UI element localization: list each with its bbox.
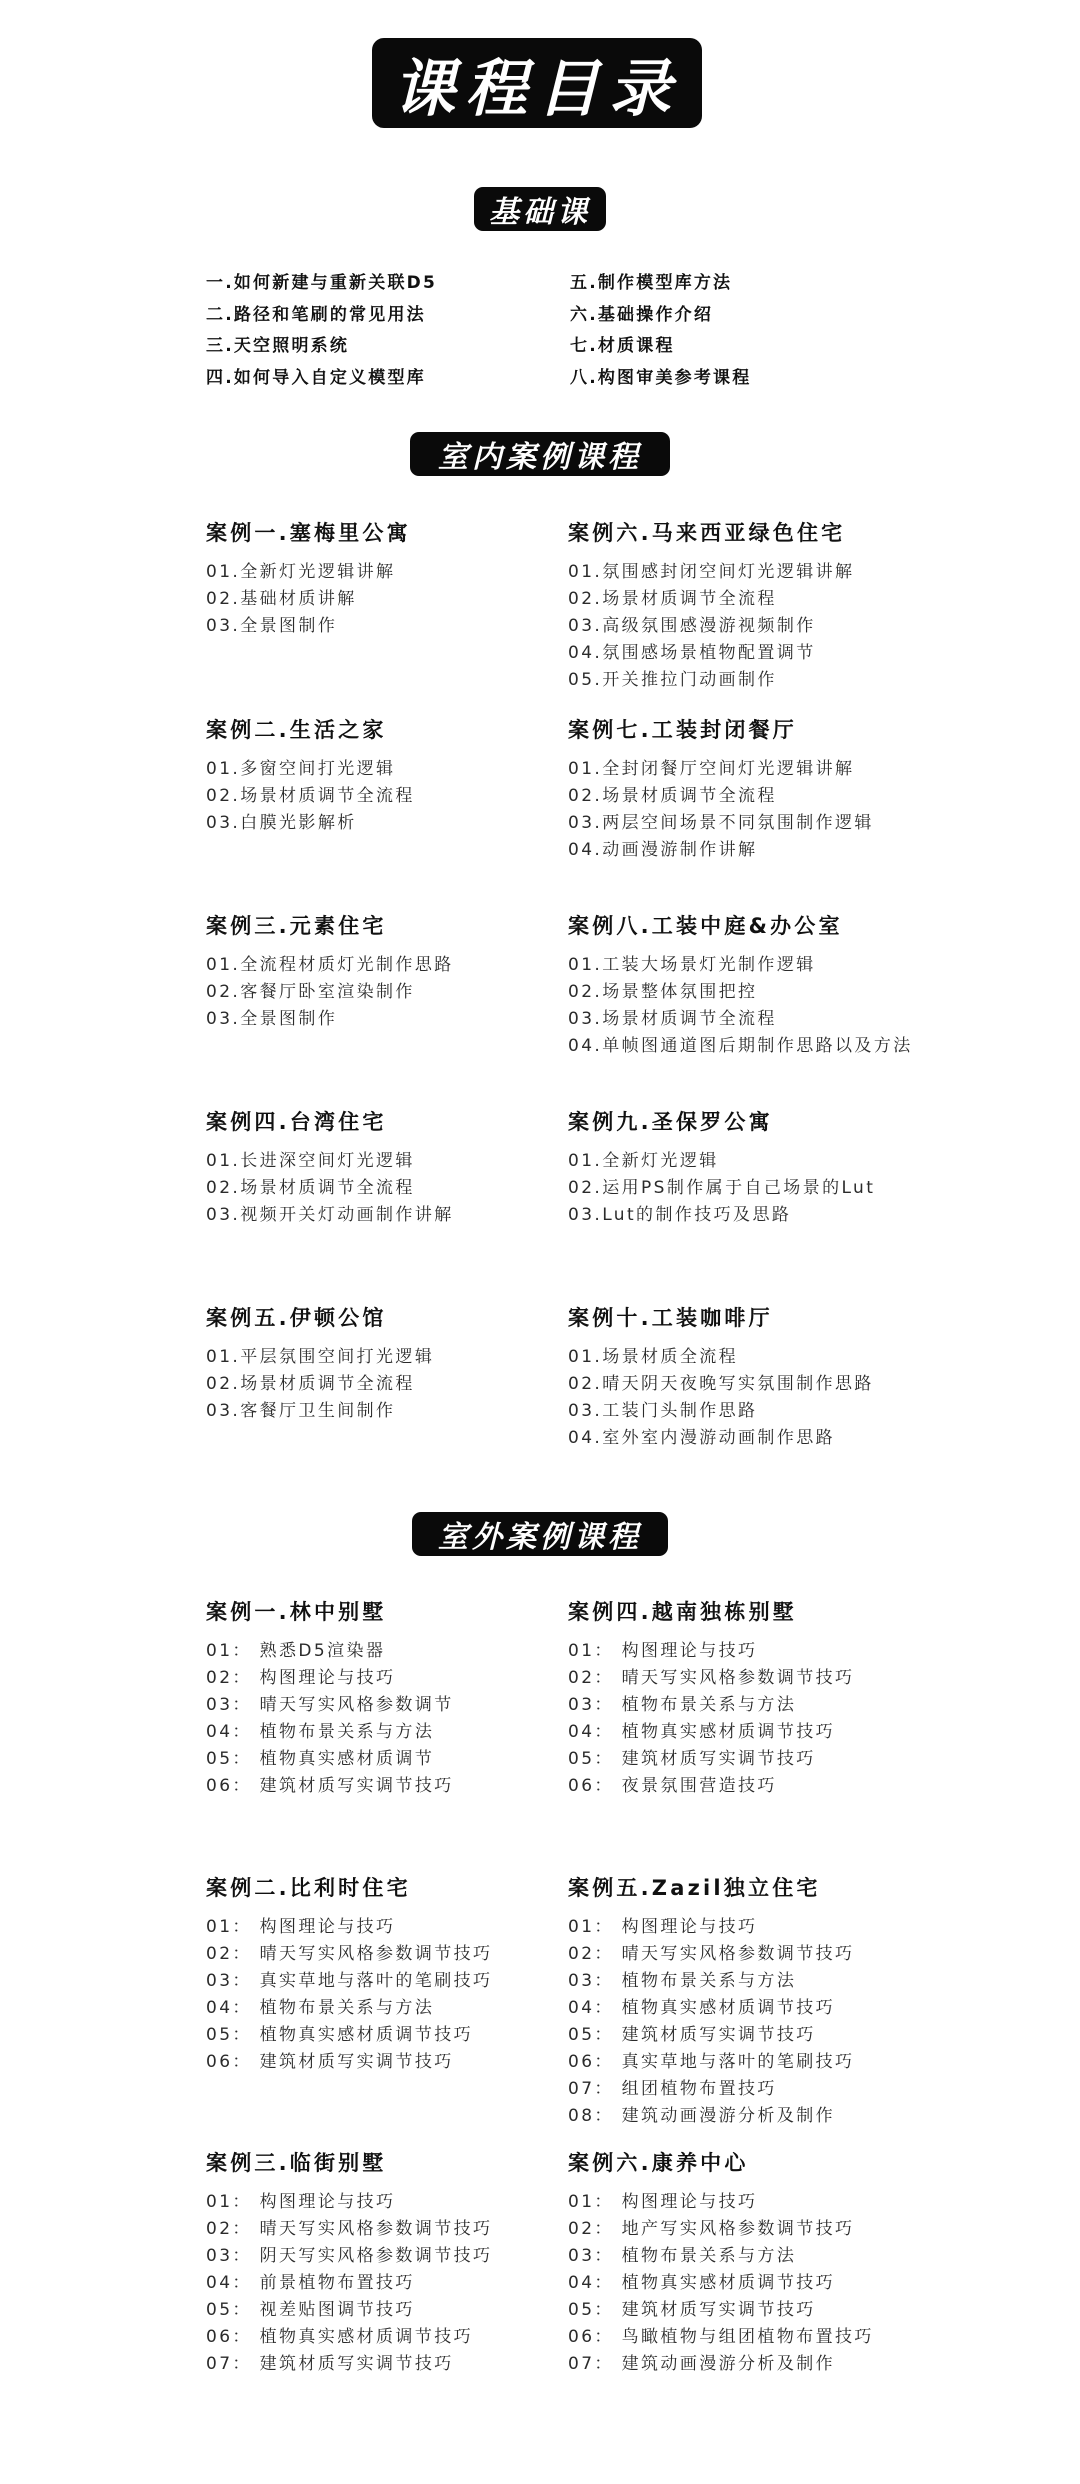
case-item-list	[568, 952, 913, 1060]
case-item-list	[206, 756, 546, 837]
case-heading: 案例八.工装中庭&办公室	[568, 914, 843, 938]
case-item-list	[206, 1638, 546, 1800]
case-item: 03.场景材质调节全流程	[568, 1009, 777, 1029]
basic-course-item: 八.构图审美参考课程	[570, 368, 752, 388]
basic-course-item: 七.材质课程	[570, 336, 675, 356]
case-item: 03： 植物布景关系与方法	[568, 1695, 797, 1715]
case-item: 07： 组团植物布置技巧	[568, 2079, 777, 2099]
case-item: 01.长进深空间灯光逻辑	[206, 1151, 415, 1171]
case-item-list	[206, 2189, 546, 2378]
case-item: 02： 晴天写实风格参数调节技巧	[206, 1944, 493, 1964]
basic-course-item: 四.如何导入自定义模型库	[206, 368, 426, 388]
section-title-exterior: 室外案例课程	[412, 1512, 668, 1556]
case-heading: 案例六.康养中心	[568, 2151, 749, 2175]
case-item: 06： 真实草地与落叶的笔刷技巧	[568, 2052, 855, 2072]
section-title-interior: 室内案例课程	[410, 432, 670, 476]
case-item: 06： 鸟瞰植物与组团植物布置技巧	[568, 2327, 874, 2347]
case-item: 06： 建筑材质写实调节技巧	[206, 1776, 454, 1796]
exterior-case-3	[206, 1874, 546, 2076]
case-item: 04.单帧图通道图后期制作思路以及方法	[568, 1036, 913, 1056]
case-heading: 案例六.马来西亚绿色住宅	[568, 521, 846, 545]
case-item: 04.室外室内漫游动画制作思路	[568, 1428, 836, 1448]
case-item: 03： 植物布景关系与方法	[568, 2246, 797, 2266]
interior-case-5	[206, 912, 546, 1033]
case-item: 01.平层氛围空间打光逻辑	[206, 1347, 435, 1367]
case-item: 02.场景材质调节全流程	[206, 1178, 415, 1198]
case-item: 02.基础材质讲解	[206, 589, 357, 609]
case-item: 02.晴天阴天夜晚写实氛围制作思路	[568, 1374, 874, 1394]
case-item: 03.客餐厅卫生间制作	[206, 1401, 396, 1421]
case-item: 07： 建筑动画漫游分析及制作	[568, 2354, 836, 2374]
case-item: 02.场景材质调节全流程	[568, 786, 777, 806]
exterior-case-4	[568, 1874, 908, 2130]
exterior-case-5	[206, 2149, 546, 2378]
case-item: 03.全景图制作	[206, 1009, 338, 1029]
case-item: 04： 植物布景关系与方法	[206, 1998, 435, 2018]
case-item-list	[206, 1148, 546, 1229]
case-item: 01.场景材质全流程	[568, 1347, 739, 1367]
case-item: 02.运用PS制作属于自己场景的Lut	[568, 1178, 876, 1198]
case-item: 01： 构图理论与技巧	[206, 2192, 396, 2212]
exterior-case-1	[206, 1598, 546, 1800]
case-item: 05.开关推拉门动画制作	[568, 670, 777, 690]
case-item: 03.高级氛围感漫游视频制作	[568, 616, 816, 636]
case-item: 05： 植物真实感材质调节	[206, 1749, 435, 1769]
section-title-basic: 基础课	[474, 187, 606, 231]
case-item: 05： 视差贴图调节技巧	[206, 2300, 415, 2320]
case-item: 03.白膜光影解析	[206, 813, 357, 833]
case-item: 03： 阴天写实风格参数调节技巧	[206, 2246, 493, 2266]
case-item-list	[206, 559, 546, 640]
case-item: 04： 植物真实感材质调节技巧	[568, 1722, 836, 1742]
case-item: 03.工装门头制作思路	[568, 1401, 758, 1421]
case-item: 03.两层空间场景不同氛围制作逻辑	[568, 813, 874, 833]
case-item: 02.客餐厅卧室渲染制作	[206, 982, 415, 1002]
case-item: 02： 晴天写实风格参数调节技巧	[568, 1668, 855, 1688]
case-item: 03.全景图制作	[206, 616, 338, 636]
case-item-list	[206, 1914, 546, 2076]
exterior-case-6	[568, 2149, 908, 2378]
basic-course-item: 六.基础操作介绍	[570, 305, 714, 325]
interior-case-9	[206, 1304, 546, 1425]
case-heading: 案例二.比利时住宅	[206, 1876, 411, 1900]
case-item: 06： 植物真实感材质调节技巧	[206, 2327, 474, 2347]
interior-case-1	[206, 519, 546, 640]
case-item: 01.全新灯光逻辑	[568, 1151, 719, 1171]
case-item-list	[568, 559, 908, 694]
basic-course-item: 五.制作模型库方法	[570, 273, 733, 293]
case-heading: 案例三.临街别墅	[206, 2151, 387, 2175]
case-item: 04： 植物真实感材质调节技巧	[568, 1998, 836, 2018]
case-item: 05： 建筑材质写实调节技巧	[568, 2300, 816, 2320]
case-item: 01.全新灯光逻辑讲解	[206, 562, 396, 582]
case-item: 01： 熟悉D5渲染器	[206, 1641, 386, 1661]
basic-course-item: 三.天空照明系统	[206, 336, 350, 356]
case-item: 04： 植物布景关系与方法	[206, 1722, 435, 1742]
case-item: 04： 前景植物布置技巧	[206, 2273, 415, 2293]
case-item: 01： 构图理论与技巧	[206, 1917, 396, 1937]
case-item: 05： 植物真实感材质调节技巧	[206, 2025, 474, 2045]
interior-case-7	[206, 1108, 546, 1229]
case-item: 02.场景整体氛围把控	[568, 982, 758, 1002]
case-item-list	[568, 756, 908, 864]
case-item: 01.全封闭餐厅空间灯光逻辑讲解	[568, 759, 855, 779]
case-item-list	[568, 2189, 908, 2378]
case-item-list	[568, 1344, 908, 1452]
case-heading: 案例四.台湾住宅	[206, 1110, 387, 1134]
case-heading: 案例三.元素住宅	[206, 914, 387, 938]
case-heading: 案例二.生活之家	[206, 718, 387, 742]
case-item: 02： 晴天写实风格参数调节技巧	[206, 2219, 493, 2239]
case-heading: 案例一.塞梅里公寓	[206, 521, 411, 545]
case-item-list	[206, 952, 546, 1033]
case-item: 01.氛围感封闭空间灯光逻辑讲解	[568, 562, 855, 582]
case-item: 04.动画漫游制作讲解	[568, 840, 758, 860]
case-item: 05： 建筑材质写实调节技巧	[568, 2025, 816, 2045]
case-item: 04： 植物真实感材质调节技巧	[568, 2273, 836, 2293]
case-item-list	[568, 1638, 908, 1800]
case-item: 02： 地产写实风格参数调节技巧	[568, 2219, 855, 2239]
case-item: 02.场景材质调节全流程	[206, 1374, 415, 1394]
case-item: 03： 真实草地与落叶的笔刷技巧	[206, 1971, 493, 1991]
case-item-list	[206, 1344, 546, 1425]
case-item: 03： 植物布景关系与方法	[568, 1971, 797, 1991]
case-heading: 案例七.工装封闭餐厅	[568, 718, 797, 742]
case-item: 03.视频开关灯动画制作讲解	[206, 1205, 454, 1225]
interior-case-10	[568, 1304, 908, 1452]
case-item: 04.氛围感场景植物配置调节	[568, 643, 816, 663]
interior-case-4	[568, 716, 908, 864]
exterior-case-2	[568, 1598, 908, 1800]
case-item: 01.全流程材质灯光制作思路	[206, 955, 454, 975]
interior-case-8	[568, 1108, 908, 1229]
case-item: 01.多窗空间打光逻辑	[206, 759, 396, 779]
case-item: 02.场景材质调节全流程	[206, 786, 415, 806]
case-heading: 案例一.林中别墅	[206, 1600, 387, 1624]
case-item: 03.Lut的制作技巧及思路	[568, 1205, 792, 1225]
interior-case-3	[206, 716, 546, 837]
case-item: 06： 建筑材质写实调节技巧	[206, 2052, 454, 2072]
case-item: 01： 构图理论与技巧	[568, 1917, 758, 1937]
case-item: 02.场景材质调节全流程	[568, 589, 777, 609]
interior-case-6	[568, 912, 913, 1060]
case-item: 08： 建筑动画漫游分析及制作	[568, 2106, 836, 2126]
case-heading: 案例四.越南独栋别墅	[568, 1600, 797, 1624]
case-item: 06： 夜景氛围营造技巧	[568, 1776, 777, 1796]
case-heading: 案例五.Zazil独立住宅	[568, 1876, 821, 1900]
case-item: 07： 建筑材质写实调节技巧	[206, 2354, 454, 2374]
case-item-list	[568, 1914, 908, 2130]
case-item: 03： 晴天写实风格参数调节	[206, 1695, 454, 1715]
case-heading: 案例九.圣保罗公寓	[568, 1110, 773, 1134]
case-heading: 案例五.伊顿公馆	[206, 1306, 387, 1330]
case-item: 01： 构图理论与技巧	[568, 2192, 758, 2212]
page-title: 课程目录	[372, 38, 702, 128]
case-item: 02： 构图理论与技巧	[206, 1668, 396, 1688]
case-item: 05： 建筑材质写实调节技巧	[568, 1749, 816, 1769]
case-item-list	[568, 1148, 908, 1229]
interior-case-2	[568, 519, 908, 694]
case-heading: 案例十.工装咖啡厅	[568, 1306, 773, 1330]
basic-course-item: 一.如何新建与重新关联D5	[206, 273, 437, 293]
case-item: 01： 构图理论与技巧	[568, 1641, 758, 1661]
case-item: 01.工装大场景灯光制作逻辑	[568, 955, 816, 975]
case-item: 02： 晴天写实风格参数调节技巧	[568, 1944, 855, 1964]
basic-course-item: 二.路径和笔刷的常见用法	[206, 305, 426, 325]
